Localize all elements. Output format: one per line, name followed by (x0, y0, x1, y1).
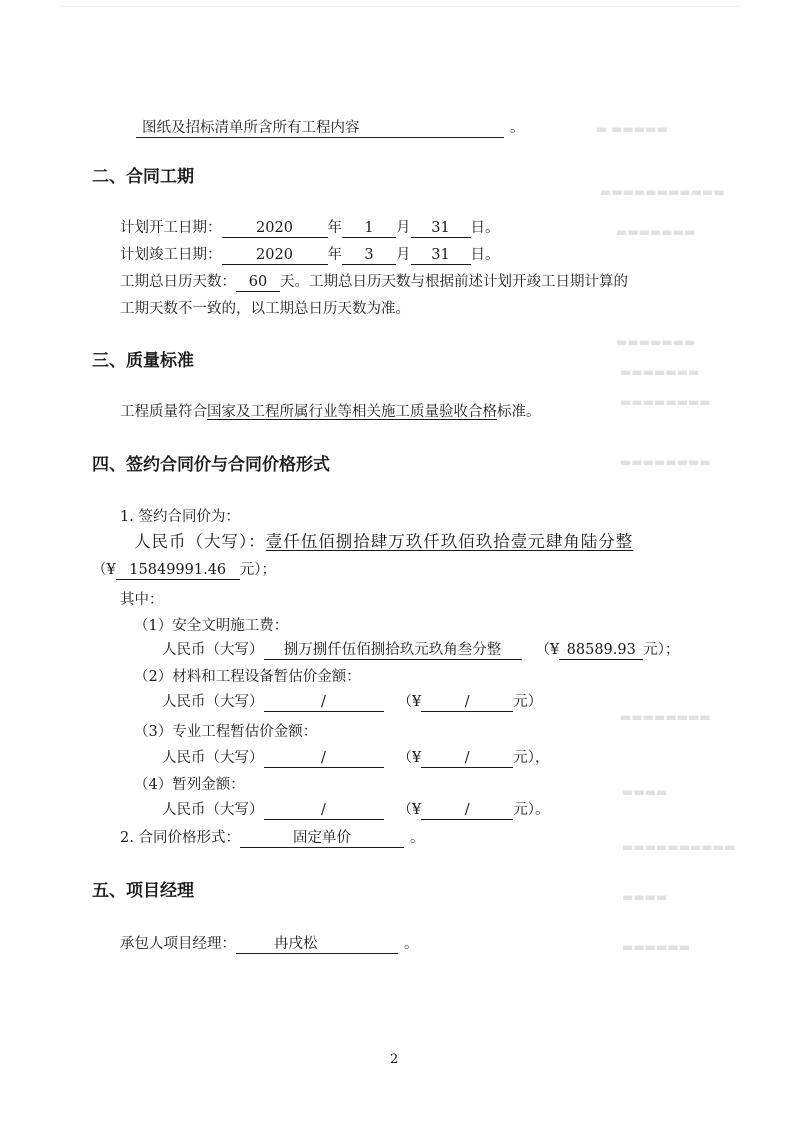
material-rmb-value: / (264, 693, 384, 712)
among-label: 其中： (120, 592, 164, 608)
start-date-label: 计划开工日期： (120, 220, 222, 236)
bleed-through-mark: ▬▬▬▬▬▬▬ (616, 225, 696, 239)
rmb-label: 人民币（大写） (162, 694, 264, 710)
material-estimate-label: （2）材料和工程设备暂估价金额： (134, 669, 361, 685)
month-unit: 月 (396, 247, 411, 263)
safety-fee-line (162, 640, 679, 660)
end-day: 31 (411, 246, 471, 265)
bleed-through-mark: ▬▬▬▬ (622, 785, 668, 799)
end-year: 2020 (222, 246, 328, 265)
section-4-heading: 四、签约合同价与合同价格形式 (92, 455, 330, 475)
quality-standard: 国家及工程所属行业等相关施工质量验收合格 (207, 404, 497, 420)
contract-price-rmb (134, 532, 633, 552)
duration-days: 60 (236, 273, 280, 292)
end-month: 3 (342, 246, 396, 265)
material-estimate-line (162, 692, 542, 712)
month-unit: 月 (396, 220, 411, 236)
bleed-through-mark: ▬▬▬▬▬▬▬▬ (620, 710, 711, 724)
yen-open: （¥ (397, 750, 422, 766)
top-edge-line (60, 0, 740, 7)
start-year: 2020 (222, 219, 328, 238)
yen-close: 元）； (239, 562, 276, 578)
day-unit: 日。 (470, 247, 500, 263)
provisional-yen-value: / (421, 801, 513, 820)
quality-standard-line (120, 402, 541, 422)
provisional-sum-label: （4）暂列金额： (134, 777, 245, 793)
duration-text-1: 天。工期总日历天数与根据前述计划开竣工日期计算的 (280, 274, 628, 290)
bleed-through-mark: ▬▬▬▬ (622, 890, 668, 904)
bleed-through-mark: ▬▬▬▬▬▬▬ (616, 335, 696, 349)
yuan-close-comma: 元）， (513, 750, 550, 766)
yen-value: 15849991.46 (116, 561, 240, 580)
price-form-end: 。 (409, 830, 425, 846)
special-yen-value: / (421, 749, 513, 768)
bleed-through-mark: ▬ ▬▬▬▬▬ (596, 122, 668, 136)
price-form-value: 固定单价 (240, 829, 404, 848)
special-estimate-line (162, 748, 549, 768)
provisional-sum-line (162, 800, 549, 820)
price-form-label: 2. 合同价格形式： (120, 830, 240, 846)
pm-label: 承包人项目经理： (120, 936, 236, 952)
price-form-line (120, 828, 424, 848)
bleed-through-mark: ▬▬▬▬▬▬ (622, 940, 691, 954)
yen-open: （¥ (397, 802, 422, 818)
section-3-heading: 三、质量标准 (92, 351, 194, 371)
rmb-daxie-label: 人民币（大写）： (134, 532, 266, 551)
yuan-close-period: 元）。 (513, 802, 550, 818)
project-manager-line (120, 934, 419, 954)
safety-rmb-label: 人民币（大写） (162, 642, 264, 658)
page-number: 2 (390, 1052, 399, 1067)
yen-open: （¥ (92, 562, 116, 578)
rmb-label: 人民币（大写） (162, 802, 264, 818)
scope-end: 。 (510, 120, 525, 136)
duration-line-2: 工期天数不一致的，以工期总日历天数为准。 (120, 301, 410, 317)
start-month: 1 (342, 219, 396, 238)
section-5-heading: 五、项目经理 (92, 881, 194, 901)
yen-open: （¥ (397, 694, 422, 710)
start-day: 31 (411, 219, 471, 238)
provisional-rmb-value: / (264, 801, 384, 820)
scope-content: 图纸及招标清单所含所有工程内容 (136, 119, 504, 138)
rmb-daxie-value: 壹仟伍佰捌拾肆万玖仟玖佰玖拾壹元肆角陆分整 (265, 532, 634, 551)
safety-rmb-value: 捌万捌仟伍佰捌拾玖元玖角叁分整 (264, 641, 522, 660)
quality-pre: 工程质量符合 (120, 404, 207, 420)
day-unit: 日。 (470, 220, 500, 236)
year-unit: 年 (327, 247, 342, 263)
contract-price-yen (92, 560, 276, 580)
safety-yen-open: （¥ (535, 642, 560, 658)
bleed-through-mark: ▬▬▬▬▬▬▬▬▬▬▬ (600, 185, 725, 199)
planned-end-date (120, 245, 500, 265)
duration-line (120, 272, 628, 292)
bleed-through-mark: ▬▬▬▬▬▬▬▬ (620, 395, 711, 409)
bleed-through-mark: ▬▬▬▬▬▬▬ (620, 365, 700, 379)
end-date-label: 计划竣工日期： (120, 247, 222, 263)
material-yen-value: / (421, 693, 513, 712)
safety-yen-value: 88589.93 (559, 641, 643, 660)
quality-post: 标准。 (497, 404, 541, 420)
duration-label: 工期总日历天数： (120, 274, 236, 290)
section-2-heading: 二、合同工期 (92, 167, 194, 187)
special-estimate-label: （3）专业工程暂估价金额： (134, 724, 318, 740)
year-unit: 年 (327, 220, 342, 236)
contract-price-label: 1. 签约合同价为： (120, 509, 240, 525)
planned-start-date (120, 218, 500, 238)
yuan-close: 元） (513, 694, 543, 710)
bleed-through-mark: ▬▬▬▬▬▬▬▬▬▬ (622, 840, 736, 854)
rmb-label: 人民币（大写） (162, 750, 264, 766)
safety-fee-label: （1）安全文明施工费： (134, 618, 289, 634)
pm-name: 冉戌松 (236, 935, 398, 954)
safety-yen-close: 元）； (643, 642, 680, 658)
bleed-through-mark: ▬▬▬▬▬▬▬▬ (620, 455, 711, 469)
scope-line (136, 118, 525, 138)
special-rmb-value: / (264, 749, 384, 768)
pm-end: 。 (404, 936, 419, 952)
